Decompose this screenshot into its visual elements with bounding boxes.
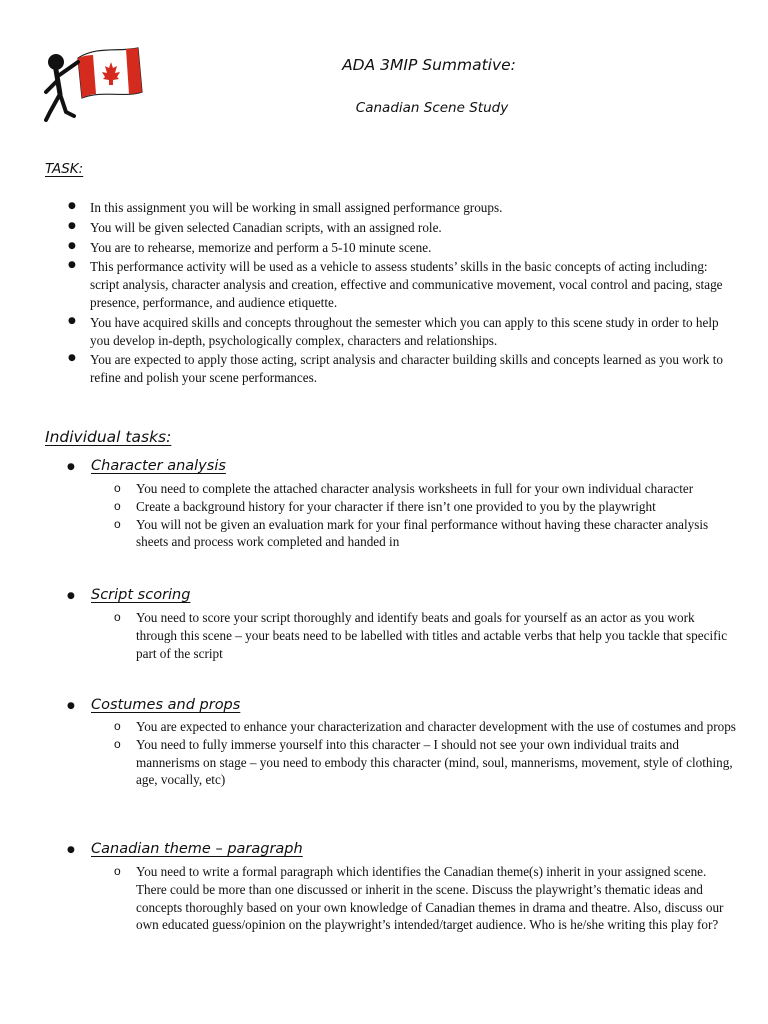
canadian-theme-list [136, 863, 736, 934]
bullet-icon: ● [67, 462, 75, 472]
task-title-script-scoring: Script scoring [91, 587, 191, 603]
task-heading: TASK: [45, 161, 84, 177]
document-title: ADA 3MIP Summative: [342, 56, 516, 74]
task-title-costumes-props: Costumes and props [91, 697, 241, 713]
document-subtitle: Canadian Scene Study [355, 100, 509, 116]
task-item: ● You will be given selected Canadian scripts, with an assigned role. [90, 219, 730, 237]
sub-item: o You need to score your script thoroughly and identify beats and goals for yourself as an actor as you work through this scene – your beats need to be labelled with titles and actable verbs that help you tackle that specific part of the script [136, 609, 736, 662]
task-item: ● You have acquired skills and concepts throughout the semester which you can apply to this scene study in order to help you develop in-depth, psychologically complex, characters and relationships. [90, 314, 730, 350]
bullet-icon: ● [67, 701, 75, 711]
sub-item: o You need to write a formal paragraph which identifies the Canadian theme(s) inherit in your assigned scene. There could be more than one discussed or inherit in the scene. Discuss the playwright’s thematic ideas and concepts thoroughly based on your own knowledge of Canadian themes in drama and theatre. Also, discuss our own educated guess/opinion on the playwright’s intended/target audience. Who is he/she writing this play for? [136, 863, 736, 934]
sub-item: o You need to complete the attached character analysis worksheets in full for your own individual character [136, 480, 736, 498]
sub-item: o Create a background history for your character if there isn’t one provided to you by the playwright [136, 498, 736, 516]
task-item: ● This performance activity will be used as a vehicle to assess students’ skills in the basic concepts of acting including: script analysis, character analysis and creation, effective and communicative movement, vocal control and pacing, stage presence, performance, and audience etiquette. [90, 258, 730, 311]
sub-item: o You will not be given an evaluation mark for your final performance without having these character analysis sheets and process work completed and handed in [136, 516, 736, 552]
task-title-canadian-theme: Canadian theme – paragraph [91, 841, 303, 857]
task-title-character-analysis: Character analysis [91, 458, 226, 474]
bullet-icon: ● [67, 591, 75, 601]
individual-tasks-heading: Individual tasks: [45, 428, 172, 446]
script-scoring-list [136, 609, 736, 662]
bullet-icon: ● [67, 845, 75, 855]
sub-item: o You are expected to enhance your characterization and character development with the use of costumes and props [136, 718, 736, 736]
task-item: ● You are to rehearse, memorize and perform a 5-10 minute scene. [90, 239, 730, 257]
task-item: ● In this assignment you will be working in small assigned performance groups. [90, 199, 730, 217]
costumes-props-list [136, 718, 736, 789]
character-analysis-list [136, 480, 736, 551]
task-item: ● You are expected to apply those acting, script analysis and character building skills and concepts learned as you work to refine and polish your scene performances. [90, 351, 730, 387]
sub-item: o You need to fully immerse yourself into this character – I should not see your own individual traits and mannerisms on stage – you need to embody this character (mind, soul, mannerisms, movement, style of clothing, age, vocally, etc) [136, 736, 736, 789]
task-list [90, 199, 730, 389]
